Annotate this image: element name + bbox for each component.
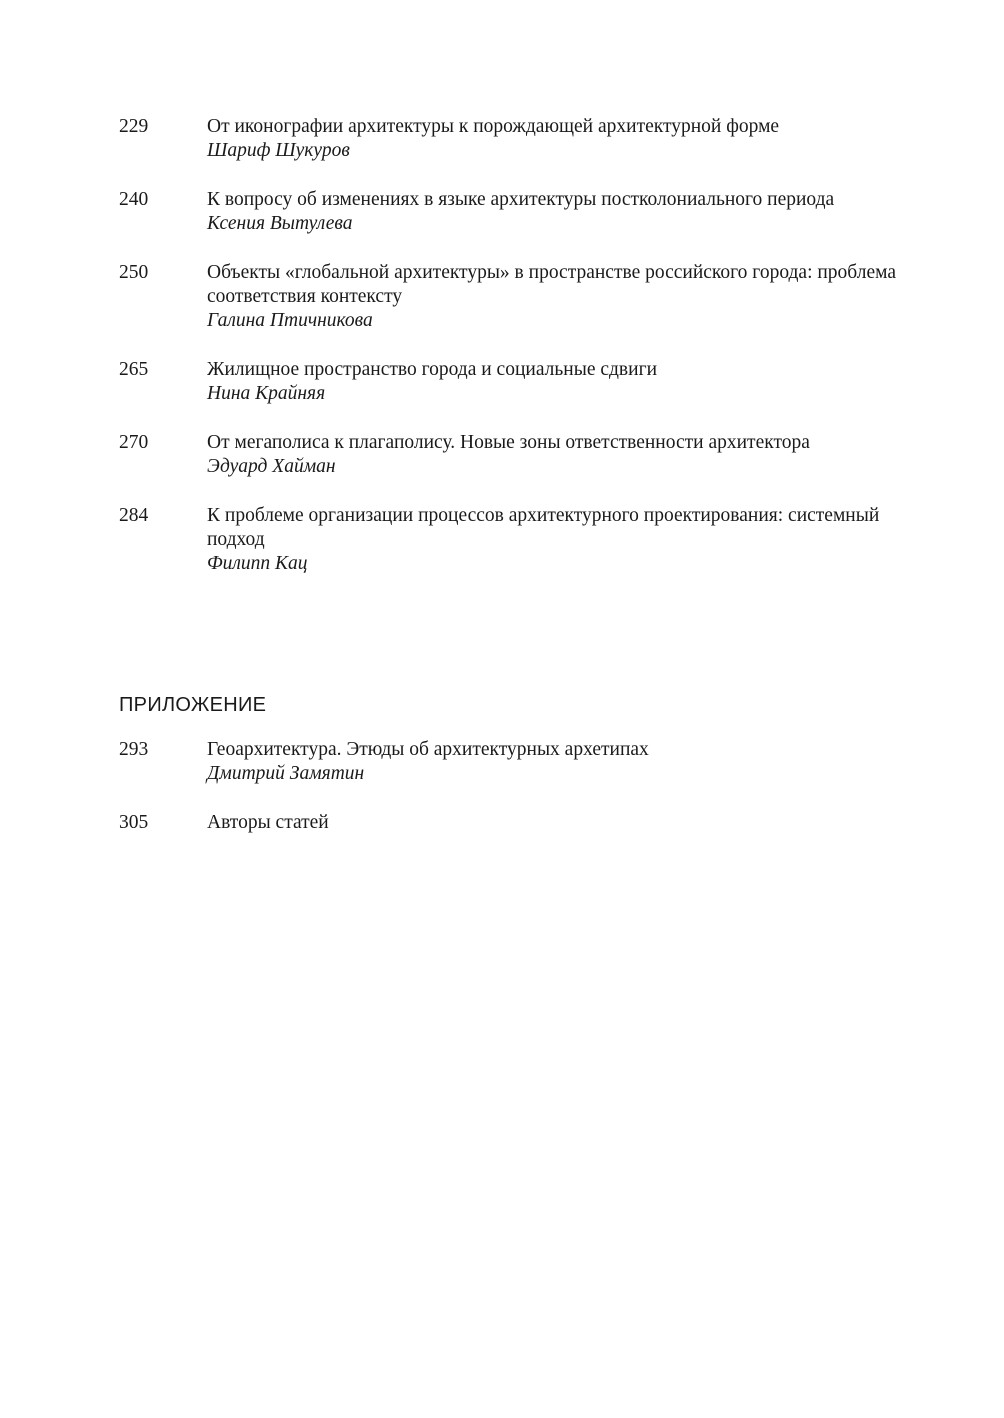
toc-entry: [119, 431, 899, 479]
page-number: 305: [119, 812, 149, 833]
toc-entry: [119, 504, 899, 576]
page-number: 229: [119, 116, 149, 137]
entry-title: К вопросу об изменениях в языке архитектуры постколониального периода: [207, 189, 835, 210]
toc-appendix-list: [119, 738, 899, 860]
entry-title: Жилищное пространство города и социальные сдвиги: [207, 359, 658, 380]
entry-title: От мегаполиса к плагаполису. Новые зоны ответственности архитектора: [207, 432, 810, 453]
page-number: 250: [119, 262, 149, 283]
toc-entry: [119, 358, 899, 406]
toc-main-list: [119, 115, 899, 601]
entry-author: Нина Крайняя: [207, 383, 326, 404]
page-number: 293: [119, 739, 149, 760]
toc-entry: [119, 811, 899, 835]
entry-author: Эдуард Хайман: [207, 456, 336, 477]
page-number: 284: [119, 505, 149, 526]
entry-title: Геоархитектура. Этюды об архитектурных архетипах: [207, 739, 649, 760]
entry-author: Галина Птичникова: [207, 310, 373, 331]
entry-title: К проблеме организации процессов архитектурного проектирования: системный подход: [207, 505, 880, 550]
toc-entry: [119, 738, 899, 786]
page-number: 265: [119, 359, 149, 380]
toc-entry: [119, 261, 899, 333]
entry-title: От иконографии архитектуры к порождающей архитектурной форме: [207, 116, 780, 137]
entry-author: Филипп Кац: [207, 553, 308, 574]
entry-author: Шариф Шукуров: [207, 140, 350, 161]
entry-author: Ксения Вытулева: [207, 213, 353, 234]
page-number: 240: [119, 189, 149, 210]
entry-title: Авторы статей: [207, 812, 329, 833]
appendix-heading: ПРИЛОЖЕНИЕ: [119, 694, 267, 716]
entry-title: Объекты «глобальной архитектуры» в пространстве российского города: проблема соответствия контексту: [207, 262, 896, 307]
page-number: 270: [119, 432, 149, 453]
entry-author: Дмитрий Замятин: [207, 763, 365, 784]
toc-entry: [119, 115, 899, 163]
toc-entry: [119, 188, 899, 236]
